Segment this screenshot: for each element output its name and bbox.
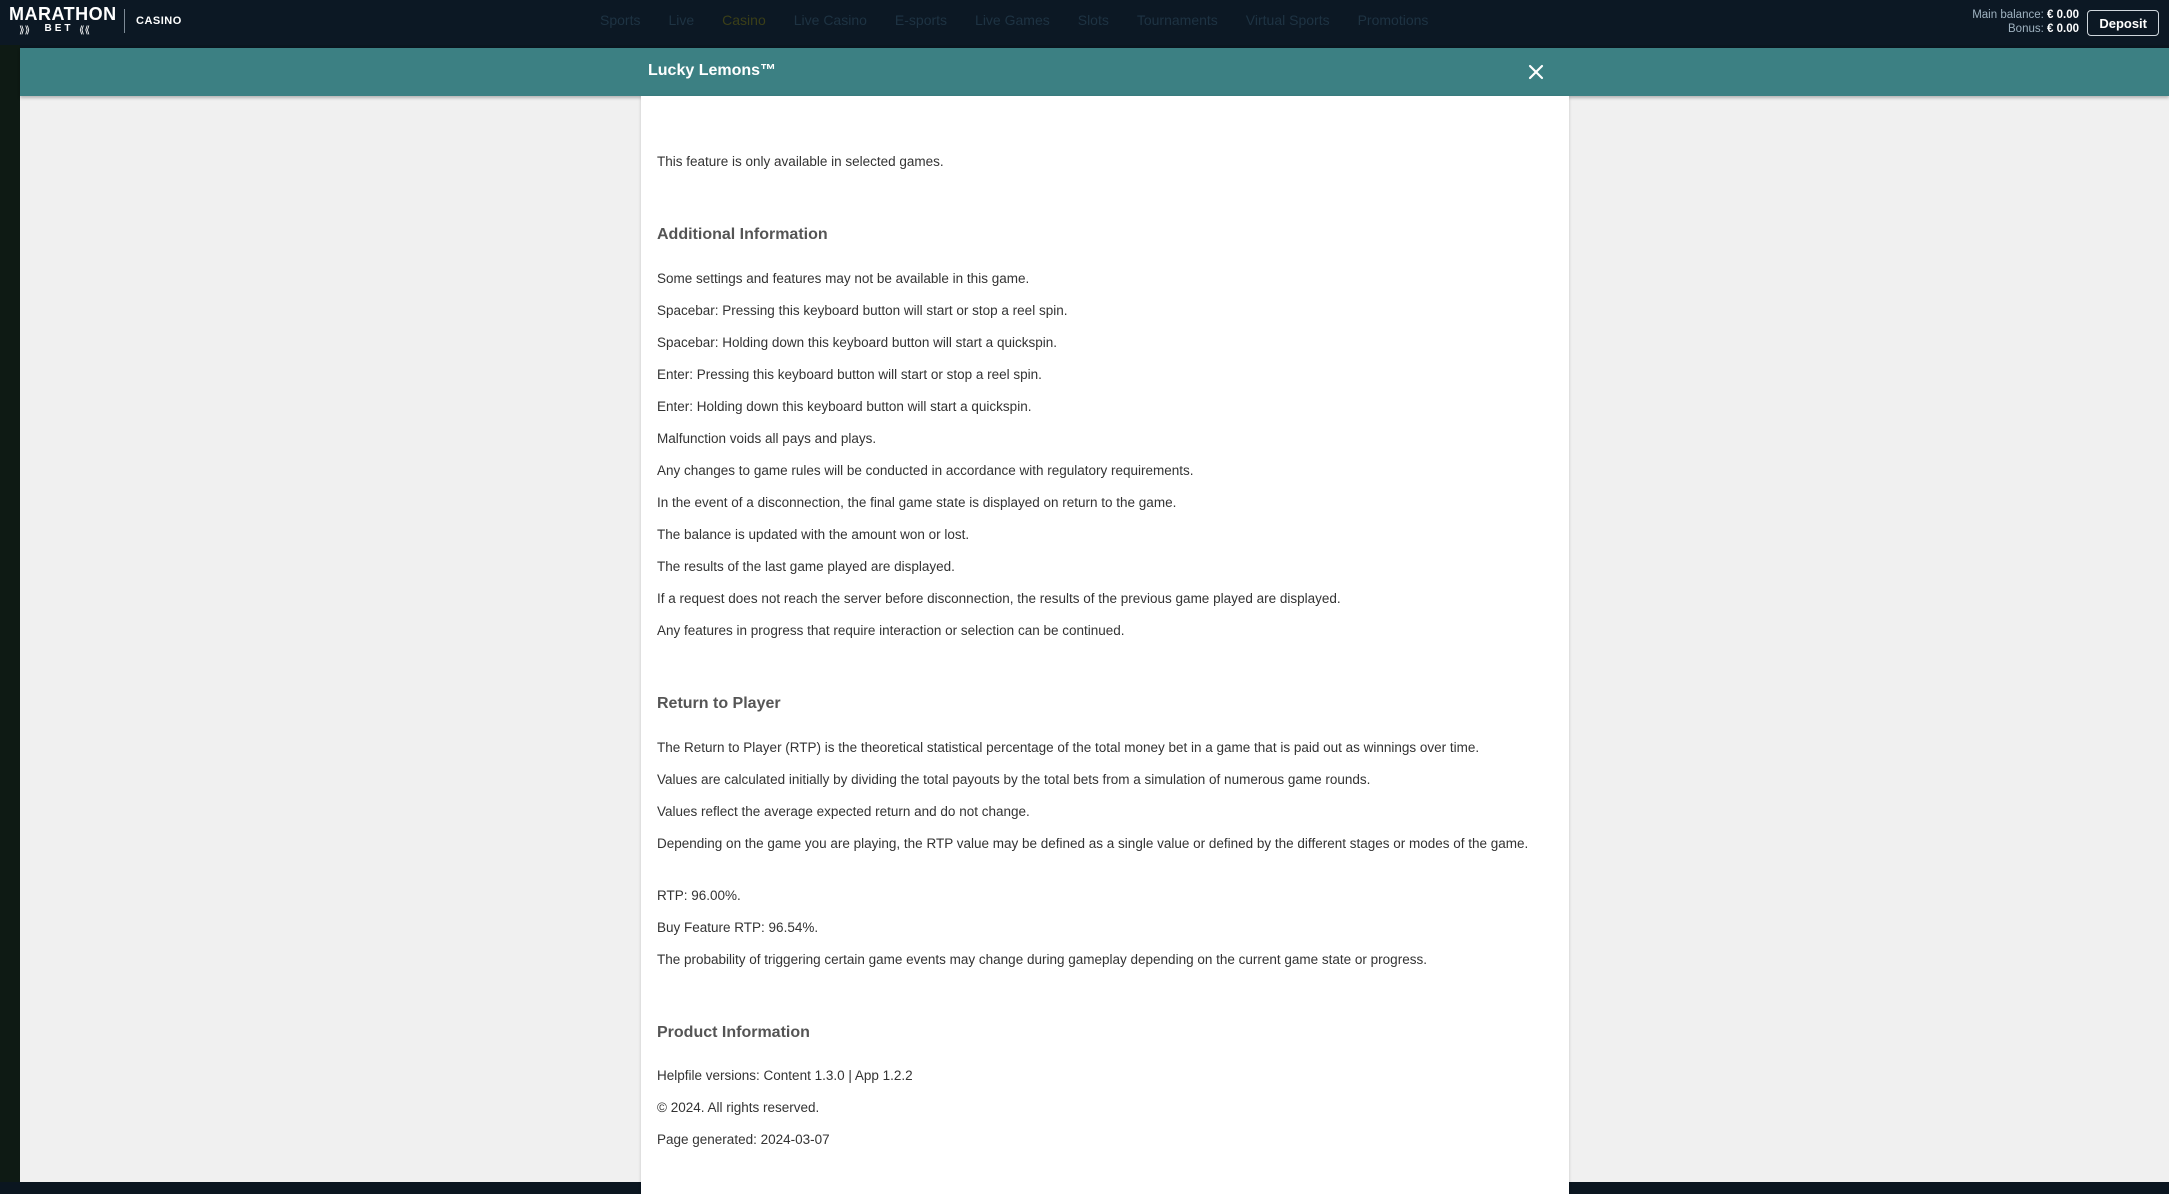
- bonus-balance-label: Bonus:: [2008, 23, 2044, 35]
- rtp-line: Values reflect the average expected return and do not change.: [657, 804, 1030, 819]
- nav-item[interactable]: Tournaments: [1136, 12, 1218, 28]
- intro-text: This feature is only available in selected games.: [657, 154, 944, 169]
- page-generated-date: Page generated: 2024-03-07: [657, 1132, 830, 1147]
- info-line: If a request does not reach the server before disconnection, the results of the previous game played are displayed.: [657, 591, 1341, 606]
- info-line: Enter: Holding down this keyboard button will start a quickspin.: [657, 399, 1032, 414]
- nav-item[interactable]: Slots: [1077, 12, 1109, 28]
- buy-feature-rtp-value: Buy Feature RTP: 96.54%.: [657, 920, 819, 935]
- copyright: © 2024. All rights reserved.: [657, 1100, 820, 1115]
- info-line: The results of the last game played are displayed.: [657, 559, 955, 574]
- info-line: Some settings and features may not be available in this game.: [657, 271, 1030, 286]
- site-header: [0, 0, 2169, 45]
- balance-display[interactable]: [1972, 8, 2079, 36]
- info-line: Spacebar: Holding down this keyboard button will start a quickspin.: [657, 335, 1057, 350]
- help-content-panel[interactable]: [641, 96, 1569, 1194]
- rtp-value: RTP: 96.00%.: [657, 888, 741, 903]
- deposit-button[interactable]: Deposit: [2087, 10, 2159, 36]
- info-line: Spacebar: Pressing this keyboard button will start or stop a reel spin.: [657, 303, 1068, 318]
- main-balance-label: Main balance:: [1972, 9, 2044, 21]
- rtp-line: The Return to Player (RTP) is the theoretical statistical percentage of the total money bet in a game that is paid out as winnings over time.: [657, 740, 1480, 755]
- nav-item[interactable]: E-sports: [894, 12, 948, 28]
- background-page: [0, 45, 20, 1182]
- nav-item[interactable]: Live Games: [975, 12, 1050, 28]
- nav-item-active[interactable]: Casino: [722, 12, 766, 28]
- marathonbet-logo[interactable]: [9, 5, 117, 39]
- info-line: Malfunction voids all pays and plays.: [657, 431, 877, 446]
- nav-item[interactable]: Live: [668, 12, 695, 28]
- modal-title: Lucky Lemons™: [648, 62, 777, 79]
- section-heading-rtp: Return to Player: [657, 695, 781, 712]
- section-heading-product: Product Information: [657, 1024, 810, 1041]
- main-nav: [600, 12, 1428, 28]
- close-button[interactable]: [1522, 58, 1550, 86]
- section-heading-additional: Additional Information: [657, 226, 828, 243]
- main-balance-value: € 0.00: [2047, 9, 2079, 21]
- game-info-modal: [20, 48, 2169, 1182]
- brand-name: MARATHON: [9, 4, 117, 24]
- nav-item[interactable]: Virtual Sports: [1245, 12, 1330, 28]
- info-line: The balance is updated with the amount won or lost.: [657, 527, 970, 542]
- rtp-line: Values are calculated initially by dividing the total payouts by the total bets from a simulation of numerous game rounds.: [657, 772, 1371, 787]
- brand-sub: BET: [44, 23, 74, 34]
- helpfile-version: Helpfile versions: Content 1.3.0 | App 1.2.2: [657, 1068, 913, 1083]
- info-line: Any changes to game rules will be conducted in accordance with regulatory requirements.: [657, 463, 1194, 478]
- wing-left-icon: ⟫⟫: [19, 25, 31, 36]
- casino-label[interactable]: CASINO: [136, 15, 182, 27]
- info-line: Any features in progress that require interaction or selection can be continued.: [657, 623, 1125, 638]
- logo-divider: [124, 9, 125, 33]
- info-line: In the event of a disconnection, the final game state is displayed on return to the game.: [657, 495, 1177, 510]
- nav-item[interactable]: Live Casino: [793, 12, 867, 28]
- wing-right-icon: ⟪⟪: [79, 25, 91, 36]
- info-line: Enter: Pressing this keyboard button will start or stop a reel spin.: [657, 367, 1042, 382]
- nav-item[interactable]: Sports: [600, 12, 641, 28]
- rtp-line: The probability of triggering certain game events may change during gameplay depending on the current game state or progress.: [657, 952, 1427, 967]
- close-icon: [1522, 58, 1550, 86]
- modal-header: [20, 48, 2169, 96]
- rtp-line: Depending on the game you are playing, the RTP value may be defined as a single value or defined by the different stages or modes of the game.: [657, 836, 1529, 851]
- bonus-balance-value: € 0.00: [2047, 23, 2079, 35]
- nav-item[interactable]: Promotions: [1357, 12, 1429, 28]
